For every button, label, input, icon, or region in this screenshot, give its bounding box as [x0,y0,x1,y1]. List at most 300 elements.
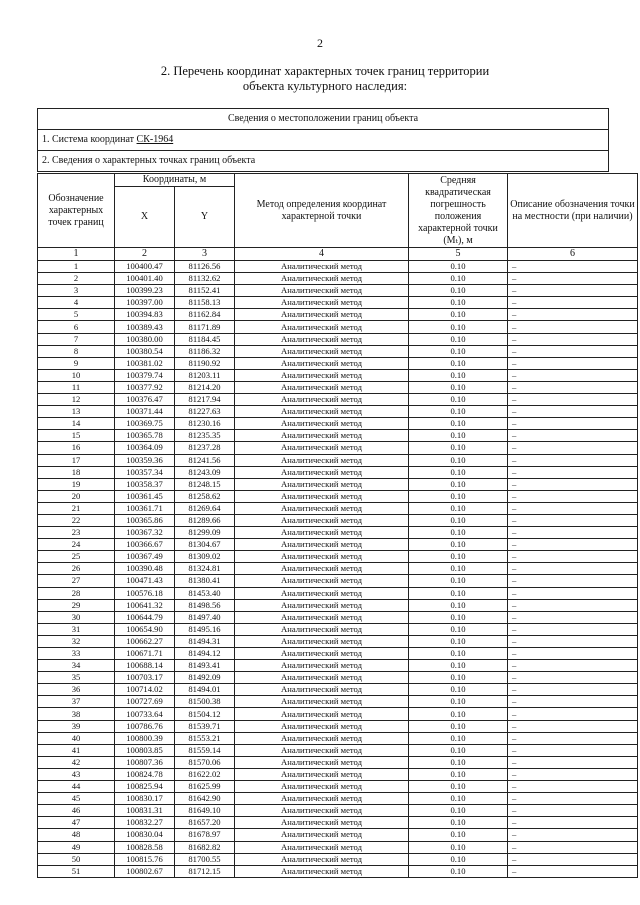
coordinate-system-row [38,130,608,151]
method: Аналитический метод [235,297,409,309]
description: – [508,357,638,369]
coord-y: 81494.31 [175,635,235,647]
table-row [38,406,638,418]
error-value: 0.10 [409,575,508,587]
table-row [38,793,638,805]
method: Аналитический метод [235,648,409,660]
error-value: 0.10 [409,829,508,841]
point-id: 34 [38,660,115,672]
description: – [508,865,638,877]
coord-y: 81324.81 [175,563,235,575]
point-id: 26 [38,563,115,575]
description: – [508,502,638,514]
method: Аналитический метод [235,611,409,623]
description: – [508,756,638,768]
error-value: 0.10 [409,273,508,285]
table-row [38,502,638,514]
point-id: 49 [38,841,115,853]
method: Аналитический метод [235,527,409,539]
error-value: 0.10 [409,672,508,684]
description: – [508,394,638,406]
point-id: 10 [38,369,115,381]
point-id: 48 [38,829,115,841]
error-value: 0.10 [409,369,508,381]
coord-x: 100727.69 [115,696,175,708]
method: Аналитический метод [235,817,409,829]
coord-x: 100358.37 [115,478,175,490]
table-row [38,297,638,309]
method: Аналитический метод [235,744,409,756]
coord-x: 100357.34 [115,466,175,478]
column-number: 1 [38,248,115,261]
point-id: 16 [38,442,115,454]
error-value: 0.10 [409,309,508,321]
page-number: 2 [317,36,323,50]
description: – [508,478,638,490]
table-row [38,381,638,393]
col-y-header: Y [175,187,235,248]
method: Аналитический метод [235,333,409,345]
method: Аналитический метод [235,805,409,817]
coord-x: 100371.44 [115,406,175,418]
error-value: 0.10 [409,527,508,539]
description: – [508,527,638,539]
coord-x: 100365.86 [115,514,175,526]
point-id: 41 [38,744,115,756]
error-value: 0.10 [409,442,508,454]
coord-x: 100830.17 [115,793,175,805]
error-value: 0.10 [409,333,508,345]
coord-x: 100359.36 [115,454,175,466]
coord-x: 100828.58 [115,841,175,853]
coord-x: 100703.17 [115,672,175,684]
point-id: 44 [38,781,115,793]
table-row [38,817,638,829]
description: – [508,321,638,333]
table-row [38,865,638,877]
coord-x: 100367.32 [115,527,175,539]
table-row [38,285,638,297]
coord-y: 81184.45 [175,333,235,345]
coord-x: 100365.78 [115,430,175,442]
coord-x: 100688.14 [115,660,175,672]
coord-x: 100662.27 [115,635,175,647]
table-row [38,768,638,780]
col-coords-header: Координаты, м [115,174,235,187]
title-line-1: 2. Перечень координат характерных точек границ территории [160,64,490,78]
error-value: 0.10 [409,551,508,563]
error-value: 0.10 [409,406,508,418]
description: – [508,781,638,793]
coord-y: 81453.40 [175,587,235,599]
description: – [508,720,638,732]
point-id: 6 [38,321,115,333]
column-number: 2 [115,248,175,261]
error-value: 0.10 [409,817,508,829]
error-value: 0.10 [409,454,508,466]
coord-y: 81570.06 [175,756,235,768]
method: Аналитический метод [235,756,409,768]
coord-y: 81682.82 [175,841,235,853]
method: Аналитический метод [235,454,409,466]
description: – [508,853,638,865]
description: – [508,309,638,321]
description: – [508,660,638,672]
coord-x: 100366.67 [115,539,175,551]
coord-x: 100364.09 [115,442,175,454]
point-id: 47 [38,817,115,829]
point-id: 37 [38,696,115,708]
table-row [38,478,638,490]
point-id: 50 [38,853,115,865]
method: Аналитический метод [235,781,409,793]
coord-y: 81309.02 [175,551,235,563]
table-row [38,720,638,732]
coord-y: 81494.12 [175,648,235,660]
method: Аналитический метод [235,285,409,297]
method: Аналитический метод [235,853,409,865]
error-value: 0.10 [409,490,508,502]
coord-y: 81559.14 [175,744,235,756]
coord-x: 100830.04 [115,829,175,841]
coord-y: 81126.56 [175,261,235,273]
table-row [38,672,638,684]
point-id: 18 [38,466,115,478]
description: – [508,599,638,611]
coord-x: 100361.45 [115,490,175,502]
description: – [508,732,638,744]
description: – [508,829,638,841]
description: – [508,490,638,502]
table-row [38,623,638,635]
coord-y: 81258.62 [175,490,235,502]
point-id: 1 [38,261,115,273]
point-id: 23 [38,527,115,539]
table-row [38,611,638,623]
description: – [508,708,638,720]
table-row [38,853,638,865]
method: Аналитический метод [235,551,409,563]
point-id: 15 [38,430,115,442]
description: – [508,793,638,805]
col-method-header: Метод определения координат характерной точки [235,174,409,248]
method: Аналитический метод [235,345,409,357]
description: – [508,297,638,309]
column-number: 4 [235,248,409,261]
error-value: 0.10 [409,478,508,490]
description: – [508,551,638,563]
method: Аналитический метод [235,672,409,684]
method: Аналитический метод [235,514,409,526]
coord-x: 100832.27 [115,817,175,829]
coord-y: 81495.16 [175,623,235,635]
point-id: 45 [38,793,115,805]
coord-y: 81171.89 [175,321,235,333]
coord-x: 100361.71 [115,502,175,514]
error-value: 0.10 [409,539,508,551]
method: Аналитический метод [235,563,409,575]
method: Аналитический метод [235,829,409,841]
error-value: 0.10 [409,321,508,333]
points-table-body [38,261,638,878]
table-row [38,635,638,647]
method: Аналитический метод [235,309,409,321]
column-number: 6 [508,248,638,261]
point-id: 2 [38,273,115,285]
error-value: 0.10 [409,381,508,393]
point-id: 24 [38,539,115,551]
table-row [38,732,638,744]
col-description-header: Описание обозначения точки на местности (при наличии) [508,174,638,248]
coord-x: 100394.83 [115,309,175,321]
coord-y: 81235.35 [175,430,235,442]
error-value: 0.10 [409,563,508,575]
coord-x: 100654.90 [115,623,175,635]
point-id: 17 [38,454,115,466]
coord-x: 100800.39 [115,732,175,744]
point-id: 11 [38,381,115,393]
column-number: 3 [175,248,235,261]
coord-x: 100803.85 [115,744,175,756]
coord-x: 100380.00 [115,333,175,345]
description: – [508,635,638,647]
description: – [508,672,638,684]
method: Аналитический метод [235,865,409,877]
point-id: 13 [38,406,115,418]
point-id: 33 [38,648,115,660]
description: – [508,805,638,817]
description: – [508,261,638,273]
error-value: 0.10 [409,684,508,696]
coord-y: 81712.15 [175,865,235,877]
error-value: 0.10 [409,285,508,297]
coord-x: 100641.32 [115,599,175,611]
error-value: 0.10 [409,514,508,526]
error-value: 0.10 [409,793,508,805]
error-value: 0.10 [409,805,508,817]
table-row [38,648,638,660]
error-value: 0.10 [409,623,508,635]
coord-y: 81289.66 [175,514,235,526]
table-row [38,345,638,357]
method: Аналитический метод [235,369,409,381]
error-value: 0.10 [409,720,508,732]
coord-y: 81493.41 [175,660,235,672]
col-x-header: X [115,187,175,248]
point-id: 32 [38,635,115,647]
table-row [38,539,638,551]
point-id: 7 [38,333,115,345]
coord-x: 100367.49 [115,551,175,563]
coord-x: 100397.00 [115,297,175,309]
description: – [508,381,638,393]
table-row [38,660,638,672]
coord-y: 81539.71 [175,720,235,732]
table-row [38,394,638,406]
description: – [508,817,638,829]
table-row [38,418,638,430]
coord-y: 81152.41 [175,285,235,297]
coord-x: 100802.67 [115,865,175,877]
description: – [508,648,638,660]
coordinate-system-value: СК-1964 [136,134,174,145]
error-value: 0.10 [409,841,508,853]
method: Аналитический метод [235,575,409,587]
points-table [37,173,638,878]
description: – [508,466,638,478]
error-value: 0.10 [409,648,508,660]
error-value: 0.10 [409,708,508,720]
point-id: 43 [38,768,115,780]
table-row [38,369,638,381]
coord-x: 100471.43 [115,575,175,587]
coord-y: 81504.12 [175,708,235,720]
error-value: 0.10 [409,430,508,442]
coord-x: 100671.71 [115,648,175,660]
coord-y: 81678.97 [175,829,235,841]
method: Аналитический метод [235,587,409,599]
description: – [508,369,638,381]
point-id: 27 [38,575,115,587]
coord-y: 81497.40 [175,611,235,623]
table-row [38,708,638,720]
table-row [38,841,638,853]
error-value: 0.10 [409,394,508,406]
point-id: 20 [38,490,115,502]
col-error-header: Средняя квадратическая погрешность положения характерной точки (Mₜ), м [409,174,508,248]
coord-y: 81553.21 [175,732,235,744]
error-value: 0.10 [409,599,508,611]
error-value: 0.10 [409,732,508,744]
coord-x: 100401.40 [115,273,175,285]
coord-y: 81380.41 [175,575,235,587]
table-row [38,829,638,841]
description: – [508,514,638,526]
table-row [38,273,638,285]
error-value: 0.10 [409,865,508,877]
method: Аналитический метод [235,430,409,442]
error-value: 0.10 [409,297,508,309]
coord-y: 81498.56 [175,599,235,611]
coordinate-system-label: 1. Система координат [42,134,137,145]
point-id: 39 [38,720,115,732]
point-id: 22 [38,514,115,526]
error-value: 0.10 [409,744,508,756]
description: – [508,406,638,418]
coord-y: 81158.13 [175,297,235,309]
table-row [38,599,638,611]
table-row [38,466,638,478]
coord-x: 100714.02 [115,684,175,696]
description: – [508,768,638,780]
point-id: 19 [38,478,115,490]
coord-y: 81622.02 [175,768,235,780]
method: Аналитический метод [235,635,409,647]
method: Аналитический метод [235,793,409,805]
table-row [38,490,638,502]
coord-x: 100381.02 [115,357,175,369]
coord-x: 100369.75 [115,418,175,430]
points-info-row: 2. Сведения о характерных точках границ объекта [42,155,256,166]
point-id: 38 [38,708,115,720]
point-id: 21 [38,502,115,514]
method: Аналитический метод [235,599,409,611]
coord-x: 100576.18 [115,587,175,599]
description: – [508,744,638,756]
table-row [38,333,638,345]
table-row [38,442,638,454]
point-id: 4 [38,297,115,309]
point-id: 12 [38,394,115,406]
error-value: 0.10 [409,853,508,865]
description: – [508,611,638,623]
coord-x: 100807.36 [115,756,175,768]
error-value: 0.10 [409,587,508,599]
point-id: 30 [38,611,115,623]
coord-x: 100644.79 [115,611,175,623]
table-row [38,696,638,708]
coord-y: 81214.20 [175,381,235,393]
coord-y: 81269.64 [175,502,235,514]
error-value: 0.10 [409,357,508,369]
column-number-row [38,248,638,261]
table-row [38,781,638,793]
method: Аналитический метод [235,720,409,732]
point-id: 14 [38,418,115,430]
description: – [508,273,638,285]
coord-y: 81186.32 [175,345,235,357]
coord-y: 81492.09 [175,672,235,684]
point-id: 3 [38,285,115,297]
table-row [38,805,638,817]
table-row [38,684,638,696]
coord-y: 81243.09 [175,466,235,478]
coord-x: 100379.74 [115,369,175,381]
coord-x: 100825.94 [115,781,175,793]
point-id: 25 [38,551,115,563]
coord-y: 81304.67 [175,539,235,551]
method: Аналитический метод [235,732,409,744]
method: Аналитический метод [235,261,409,273]
boundary-info-frame [37,108,609,172]
coord-y: 81217.94 [175,394,235,406]
point-id: 5 [38,309,115,321]
table-row [38,575,638,587]
method: Аналитический метод [235,660,409,672]
error-value: 0.10 [409,756,508,768]
error-value: 0.10 [409,660,508,672]
coord-x: 100786.76 [115,720,175,732]
method: Аналитический метод [235,273,409,285]
point-id: 51 [38,865,115,877]
table-row [38,430,638,442]
table-row [38,527,638,539]
method: Аналитический метод [235,406,409,418]
error-value: 0.10 [409,418,508,430]
description: – [508,454,638,466]
description: – [508,285,638,297]
error-value: 0.10 [409,768,508,780]
coord-y: 81700.55 [175,853,235,865]
error-value: 0.10 [409,635,508,647]
coord-y: 81132.62 [175,273,235,285]
description: – [508,442,638,454]
description: – [508,333,638,345]
coord-x: 100831.31 [115,805,175,817]
coord-y: 81642.90 [175,793,235,805]
method: Аналитический метод [235,381,409,393]
error-value: 0.10 [409,261,508,273]
